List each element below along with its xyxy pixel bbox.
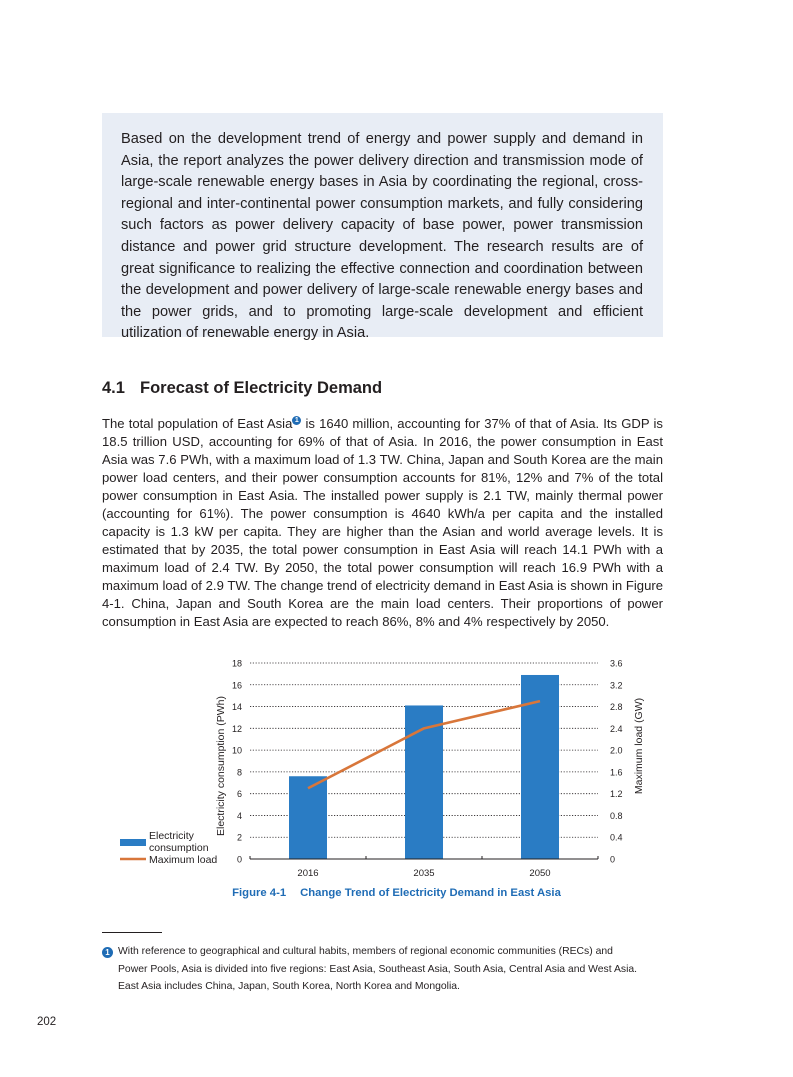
- left-tick-label: 14: [231, 702, 242, 713]
- footnote: [102, 943, 663, 996]
- left-axis-ticks: [232, 659, 242, 865]
- footnote-ref-icon[interactable]: 1: [292, 416, 301, 425]
- y2-axis-label: Maximum load (GW): [633, 697, 645, 795]
- y-axis-label: Electricity consumption (PWh): [215, 695, 227, 837]
- section-heading: [102, 379, 382, 398]
- figure-label: Figure 4-1: [232, 887, 287, 899]
- right-tick-label: 3.2: [610, 680, 623, 691]
- bar-2050: [521, 675, 559, 859]
- figure-caption: [0, 887, 793, 899]
- left-tick-label: 16: [231, 680, 242, 691]
- right-tick-label: 1.2: [610, 789, 623, 800]
- legend-line-label: Maximum load: [149, 854, 218, 866]
- footnote-line-1: [102, 943, 663, 961]
- right-tick-label: 1.6: [610, 767, 623, 778]
- footnote-marker-icon: 1: [102, 947, 113, 958]
- right-tick-label: 0: [610, 854, 616, 865]
- body-text-part2: is 1640 million, accounting for 37% of that of Asia. Its GDP is 18.5 trillion USD, accounting for 69% of that of Asia. In 2016, the power consumption in East Asia was 7.6 PWh, with a maximum load of 1.3 TW. China, Japan and South Korea are the main power load centers, and their power consumption accounts for 81%, 12% and 7% of the total power consumption in East Asia. The installed power supply is 2.1 TW, mainly thermal power (accounting for 61%). The power consumption is 4640 kWh/a per capita and the installed capacity is 1.3 kW per capita. They are higher than the Asian and world average levels. It is estimated that by 2035, the total power consumption in East Asia will reach 14.1 PWh with a maximum load of 2.4 TW. By 2050, the total power consumption will reach 16.9 PWh with a maximum load of 2.9 TW. The change trend of electricity demand in East Asia is shown in Figure 4-1. China, Japan and South Korea are the main load centers. Their proportions of power consumption in East Asia are expected to reach 86%, 8% and 4% respectively by 2050.: [102, 416, 663, 629]
- figure-title: Change Trend of Electricity Demand in East Asia: [300, 887, 561, 899]
- legend: [120, 830, 217, 866]
- x-tick-label: 2050: [529, 868, 551, 879]
- right-tick-label: 2.0: [610, 745, 623, 756]
- body-text-part1: The total population of East Asia: [102, 416, 293, 431]
- right-tick-label: 3.6: [610, 658, 623, 669]
- right-tick-label: 2.4: [610, 723, 623, 734]
- left-tick-label: 12: [231, 723, 242, 734]
- chart: [110, 650, 670, 885]
- left-tick-label: 6: [236, 789, 242, 800]
- x-tick-label: 2016: [297, 868, 319, 879]
- footnote-divider: [102, 932, 162, 933]
- left-tick-label: 10: [231, 745, 242, 756]
- section-title: Forecast of Electricity Demand: [140, 379, 383, 397]
- footnote-text-1: With reference to geographical and cultural habits, members of regional economic communities (RECs) and: [118, 946, 613, 957]
- right-axis-ticks: [610, 659, 623, 865]
- footnote-line-2: Power Pools, Asia is divided into five regions: East Asia, Southeast Asia, South Asia, Central Asia and West Asia.: [118, 963, 638, 975]
- x-axis: [250, 856, 598, 879]
- bars: [289, 675, 559, 859]
- body-paragraph: [102, 415, 663, 631]
- chart-svg: [110, 650, 670, 885]
- right-tick-label: 2.8: [610, 702, 623, 713]
- footnote-line-3: East Asia includes China, Japan, South Korea, North Korea and Mongolia.: [118, 981, 460, 993]
- left-tick-label: 8: [236, 767, 242, 778]
- left-tick-label: 4: [236, 810, 242, 821]
- right-tick-label: 0.8: [610, 810, 623, 821]
- left-tick-label: 0: [236, 854, 242, 865]
- bar-2016: [289, 776, 327, 859]
- legend-bar-label-1: Electricity: [149, 830, 194, 842]
- left-tick-label: 2: [236, 832, 242, 843]
- section-number: 4.1: [102, 379, 125, 397]
- right-tick-label: 0.4: [610, 832, 623, 843]
- left-tick-label: 18: [231, 658, 242, 669]
- legend-bar-swatch: [120, 839, 146, 846]
- abstract-box: [102, 113, 663, 342]
- page-number: 202: [37, 1016, 57, 1028]
- abstract-text: Based on the development trend of energy and power supply and demand in Asia, the report analyzes the power delivery direction and transmission mode of large-scale renewable energy bases in Asia by coordinating the regional, cross-regional and inter-continental power consumption markets, and fully considering such factors as power delivery capacity of base power, power transmission distance and power grid structure development. The research results are of great significance to realizing the effective connection and coordination between the development and power delivery of large-scale renewable energy bases and the power grids, and to promoting large-scale development and efficient utilization of renewable energy in Asia.: [121, 131, 643, 342]
- x-tick-label: 2035: [413, 868, 435, 879]
- legend-bar-label-2: consumption: [149, 842, 209, 854]
